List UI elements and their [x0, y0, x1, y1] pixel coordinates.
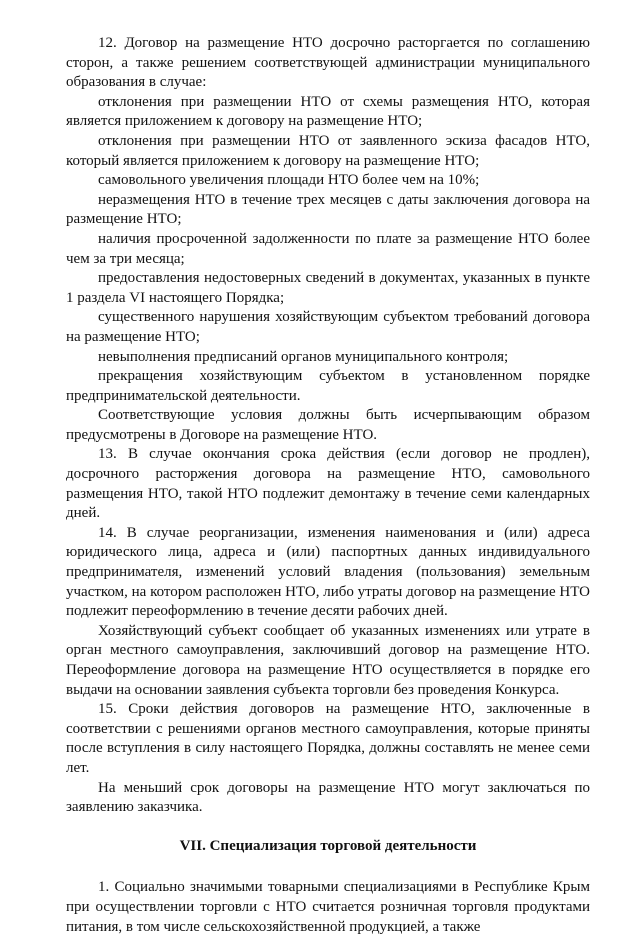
paragraph: Хозяйствующий субъект сообщает об указанных изменениях или утрате в орган местного самоуправления, заключивший договор на размещение НТО. Переоформление договора на размещение НТО осуществляется в порядке его выдачи на основании заявления субъекта торговли без проведения Конкурса.	[66, 622, 590, 698]
paragraph: На меньший срок договоры на размещение НТО могут заключаться по заявлению заказчика.	[66, 779, 590, 816]
list-item: предоставления недостоверных сведений в документах, указанных в пункте 1 раздела VI настоящего Порядка;	[66, 270, 590, 306]
section-heading: VII. Специализация торговой деятельности	[179, 837, 477, 854]
list-item: отклонения при размещении НТО от заявленного эскиза фасадов НТО, который является приложением к договору на размещение НТО;	[66, 132, 590, 169]
paragraph-14: 14. В случае реорганизации, изменения наименования и (или) адреса юридического лица, адреса и (или) паспортных данных индивидуального предпринимателя, изменений условий владения (пользования) земельным участком, на котором расположен НТО, либо утраты договор на размещение НТО подлежит переоформлению в течение десяти рабочих дней.	[66, 524, 590, 620]
list-item: самовольного увеличения площади НТО более чем на 10%;	[98, 172, 480, 189]
list-item: невыполнения предписаний органов муниципального контроля;	[98, 348, 509, 365]
paragraph-13: 13. В случае окончания срока действия (если договор не продлен), досрочного расторжения договора на размещение НТО, самовольного размещения НТО, такой НТО подлежит демонтажу в течение семи календарных дней.	[66, 446, 590, 522]
list-item: прекращения хозяйствующим субъектом в установленном порядке предпринимательской деятельности.	[66, 368, 590, 404]
paragraph-section-7-1: 1. Социально значимыми товарными специализациями в Республике Крым при осуществлении торговли с НТО считается розничная торговля продуктами питания, в том числе сельскохозяйственной продукцией, а также	[66, 879, 590, 935]
paragraph-12: 12. Договор на размещение НТО досрочно расторгается по соглашению сторон, а также решением соответствующей администрации муниципального образования в случае:	[66, 35, 590, 91]
paragraph: Соответствующие условия должны быть исчерпывающим образом предусмотрены в Договоре на размещение НТО.	[66, 407, 590, 443]
paragraphs-before	[66, 34, 590, 818]
list-item: наличия просроченной задолженности по плате за размещение НТО более чем за три месяца;	[66, 230, 590, 267]
paragraph-15: 15. Сроки действия договоров на размещение НТО, заключенные в соответствии с решениями органов местного самоуправления, которые приняты после вступления в силу настоящего Порядка, должны составлять не менее семи лет.	[66, 701, 590, 776]
paragraphs-after	[66, 878, 590, 937]
list-item: существенного нарушения хозяйствующим субъектом требований договора на размещение НТО;	[66, 309, 590, 345]
list-item: неразмещения НТО в течение трех месяцев с даты заключения договора на размещение НТО;	[66, 191, 590, 228]
list-item: отклонения при размещении НТО от схемы размещения НТО, которая является приложением к договору на размещение НТО;	[66, 93, 590, 130]
document-page	[66, 34, 590, 937]
